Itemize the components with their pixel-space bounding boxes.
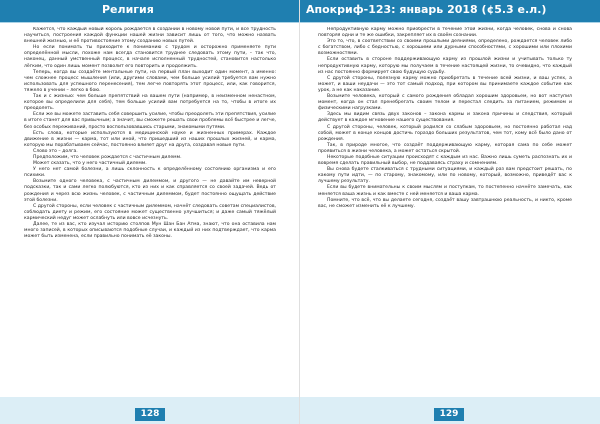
paragraph: Вы снова будете сталкиваться с трудными ситуациями, и каждый раз вам предстоит решать, по какому пути идти, — по старому, знакомому, или по новому, который, возможно, приведёт вас к лучшему результату. (318, 167, 572, 185)
paragraph: С другой стороны, если человек с частичным дилеммом, начнёт следовать советам специалистов, соблюдать диету и режим, его состояние может существенно улучшиться; и даже самый тяжёлый кармический недуг может ослабнуть или вовсе исчезнуть. (24, 203, 276, 221)
paragraph: С другой стороны, человек, который родился со слабым здоровьем, но постоянно работал над собой, может в конце концов достичь гораздо больших результатов, чем тот, кому всё было дано от рождения. (318, 124, 572, 142)
paragraph: Так, в природе многое, что создаёт поддерживающую карму, которая сама по себе может проявиться в жизни человека, а может остаться скрытой. (318, 142, 572, 154)
paragraph: С другой стороны, полезную карму можно приобретать в течение всей жизни, и ваш успех, а может, и ваши неудачи — это тот самый подход, при котором вы принимаете каждое событие как урок, а не как наказание. (318, 75, 572, 93)
paragraph: Возьмите одного человека, с частичным дилеммом, и другого — не давайте им неверной подсказки, так и сами легко полюбуются, кто из них и как справляется со своей задачей. Ведь от рождения и через всю жизнь человек, с частичным дилеммом, будет постоянно ощущать действие этой болезни. (24, 179, 276, 203)
paragraph: Если вы будете внимательны к своим мыслям и поступкам, то постепенно начнёте замечать, как меняется ваша жизнь и как вместе с ней меняется и ваша карма. (318, 185, 572, 197)
paragraph: Предположим, что человек рождается с частичным дилемм. (33, 154, 182, 160)
paragraph: Кажется, что каждый новый король рождается в создании в новому новой пути, и все трудность научиться, построения каждой функции нашей жизни зависит лишь от того, что можно назвать внешней жизнью, и её противостояние этому созданию новых путей. (24, 27, 276, 45)
paragraph: Теперь, когда вы создаёте ментальные пути, на первый план выходит один момент, а именно: чем сложнее процесс мышления (или, другими словами, чем больше усилий требуется вам нужно использовать для успешного перенесения), тем легче повторять этот процесс, или, как говорится, тяжело в учении – легко в бою. (24, 69, 276, 93)
paragraph: Слово это – долга. (33, 148, 78, 154)
paragraph: Если же вы можете заставить себя совершить усилие, чтобы преодолеть эти препятствия, усилие в итоге станет для вас привычным; а значит, вы сможете решать свои проблемы всё быстрее и легче, без особых переживаний, просто воспользовавшись старыми, знакомыми путями. (24, 112, 276, 130)
paragraph: Может сказать, что у него частичный дилемм. (33, 161, 147, 167)
paragraph: Так и с жизнью: чем больше препятствий на вашем пути (например, в неизменном ненастном, которое вы определили для себя), тем больше усилий вам потребуется на то, чтобы в итоге их преодолеть. (24, 94, 276, 112)
paragraph: Есть слова, которые используются в медицинской науке и жизненных примерах. Каждое движение в жизни — карма, тот или иной, что пришедший из наших прошлых жизней, и карма, которую мы порабатываем сейчас, постоянно влияет друг на друга, создавая новые пути. (24, 130, 276, 148)
paragraph: Это то, что, в соответствии со своими прошлыми деяниями, определено, рождается человек либо с богатством, либо с бедностью, с хорошими или дурными способностями, с хорошими или плохими возможностями. (318, 39, 572, 57)
left-body-text (24, 27, 276, 387)
right-header-title: Апокриф-123: январь 2018 (¢5.3 е.л.) (306, 3, 547, 16)
paragraph: Помните, что всё, что вы делаете сегодня, создаёт вашу завтрашнюю реальность, и никто, кроме вас, не сможет изменить её к лучшему. (318, 197, 572, 209)
right-header-band (300, 0, 600, 23)
left-footer-band (0, 397, 300, 424)
paragraph: У него нет самой болезни, а лишь склонность к определённому состоянию организма и его психики. (24, 167, 276, 179)
left-page-number: 128 (135, 408, 165, 421)
paragraph: Некоторые подобные ситуации происходят с каждым из нас. Важно лишь суметь распознать их и вовремя сделать правильный выбор, не поддаваясь страху и сомнениям. (318, 154, 572, 167)
left-header-title: Религия (102, 3, 154, 16)
right-page (300, 0, 600, 424)
paragraph: Непродуктивную карму можно приобрести в течение этой жизни, когда человек, снова и снова повторяя одни и те же ошибки, закрепляет их в своём сознании. (318, 27, 572, 39)
paragraph: Здесь мы видим связь двух законов – закона кармы и закона причины и следствия, который действует в каждое мгновение нашего существования. (318, 112, 572, 124)
left-header-band (0, 0, 300, 23)
right-page-number: 129 (434, 408, 464, 421)
paragraph: Возьмите человека, который с самого рождения обладал хорошим здоровьем, но вот наступил момент, когда он стал пренебрегать своим телом и перестал следить за питанием, режимом и физическими нагрузками. (318, 94, 572, 112)
paragraph: Но если понимать ты приходите к пониманию с трудом и осторожно применяете пути определённой мысли, похоже нам всегда становится труднее следовать этому пути, – так что, наконец, данный умственный процесс, в начале исполненный трудностей, становится настолько лёгким, что один лишь момент позволит его повторить и продолжить. (24, 45, 276, 69)
right-body-text (318, 27, 572, 387)
paragraph: Далее, те из вас, кто изучал историю столпов Мун Шан Бан Атма, знают, что она оставила нам много записей, в которых описываются подобные случаи, и каждый из них подтверждает, что карма может быть изменена, если правильно понимать её законы. (24, 222, 276, 240)
right-footer-band (300, 397, 600, 424)
paragraph: Если оставить в стороне поддерживающую карму из прошлой жизни и учитывать только ту непродуктивную карму, которую мы получаем в течение настоящей жизни, то очевидно, что каждый из нас постоянно формирует свою будущую судьбу. (318, 57, 572, 75)
